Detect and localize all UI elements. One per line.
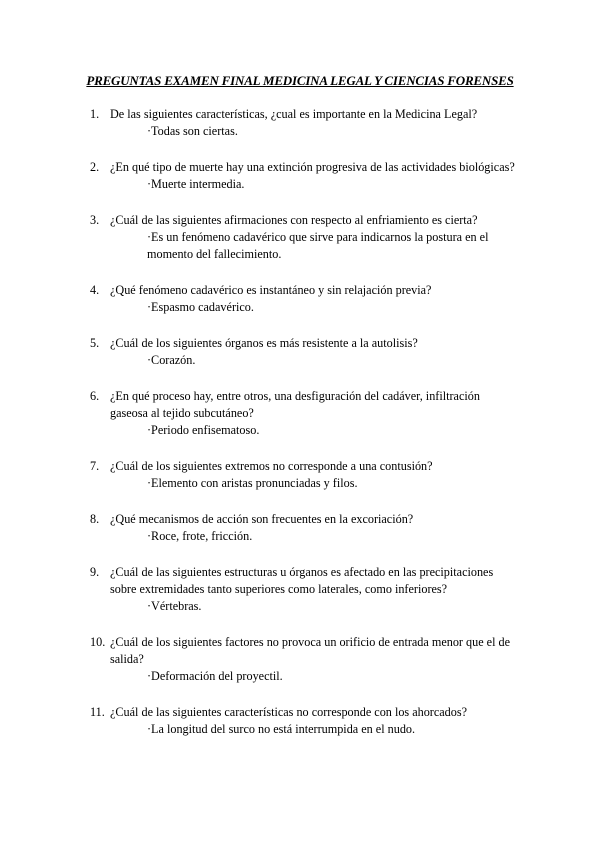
question-number: 3. [90,213,100,227]
answer-text: ·La longitud del surco no está interrumpida en el nudo. [147,722,416,736]
question-text: ¿Cuál de las siguientes estructuras u órganos es afectado en las precipitaciones sobre extremidades tanto superiores como laterales, como inferiores? [110,565,494,596]
question-text: ¿Cuál de los siguientes órganos es más resistente a la autolisis? [110,336,418,350]
answer-text: ·Espasmo cadavérico. [147,300,254,314]
answer-text: ·Deformación del proyectil. [147,669,283,683]
question-item [90,388,520,439]
question-item [90,704,520,738]
question-item [90,282,520,316]
question-item [90,212,520,263]
answer-text: ·Es un fenómeno cadavérico que sirve para indicarnos la postura en el momento del fallecimiento. [147,230,489,261]
question-item [90,159,520,193]
question-list [90,106,520,738]
question-item [90,458,520,492]
answer-text: ·Periodo enfisematoso. [147,423,260,437]
question-number: 8. [90,512,100,526]
question-text: ¿Cuál de las siguientes afirmaciones con respecto al enfriamiento es cierta? [110,213,478,227]
question-number: 11. [90,705,105,719]
question-item [90,106,520,140]
page-title: PREGUNTAS EXAMEN FINAL MEDICINA LEGAL Y CIENCIAS FORENSES [86,73,514,88]
question-item [90,634,520,685]
question-number: 2. [90,160,100,174]
question-text: ¿Cuál de los siguientes factores no provoca un orificio de entrada menor que el de salida? [110,635,511,666]
question-text: ¿En qué proceso hay, entre otros, una desfiguración del cadáver, infiltración gaseosa al tejido subcutáneo? [110,389,480,420]
question-text: ¿Qué mecanismos de acción son frecuentes en la excoriación? [110,512,414,526]
question-text: De las siguientes características, ¿cual es importante en la Medicina Legal? [110,107,478,121]
question-text: ¿En qué tipo de muerte hay una extinción progresiva de las actividades biológicas? [110,160,515,174]
answer-text: ·Muerte intermedia. [147,177,245,191]
question-number: 6. [90,389,100,403]
answer-text: ·Todas son ciertas. [147,124,238,138]
answer-text: ·Elemento con aristas pronunciadas y filos. [147,476,358,490]
question-item [90,511,520,545]
question-text: ¿Qué fenómeno cadavérico es instantáneo y sin relajación previa? [110,283,432,297]
question-number: 10. [90,635,106,649]
answer-text: ·Vértebras. [147,599,202,613]
question-number: 1. [90,107,100,121]
answer-text: ·Roce, frote, fricción. [147,529,253,543]
question-number: 4. [90,283,100,297]
question-number: 5. [90,336,100,350]
question-number: 7. [90,459,100,473]
question-item [90,335,520,369]
answer-text: ·Corazón. [147,353,196,367]
question-number: 9. [90,565,100,579]
question-text: ¿Cuál de las siguientes características no corresponde con los ahorcados? [110,705,468,719]
question-item [90,564,520,615]
question-text: ¿Cuál de los siguientes extremos no corresponde a una contusión? [110,459,433,473]
